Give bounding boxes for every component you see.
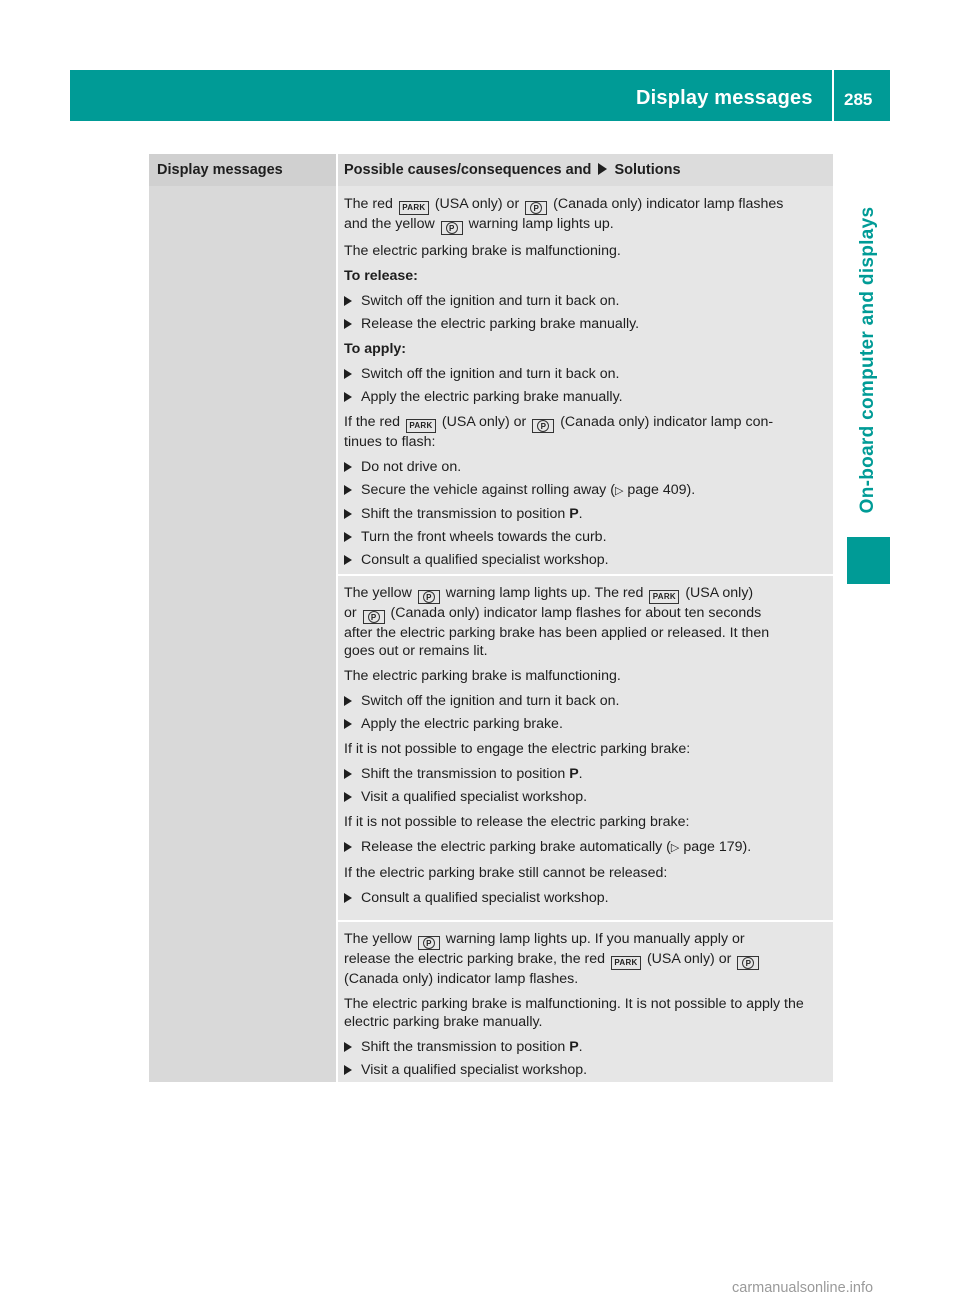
action-arrow-icon	[344, 792, 352, 802]
action-arrow-icon	[344, 485, 352, 495]
action-arrow-icon	[344, 719, 352, 729]
table-row	[344, 195, 828, 569]
parking-brake-indicator-icon: P	[532, 419, 554, 433]
section-marker	[847, 537, 890, 584]
list-item: Shift the transmission to position P.	[344, 505, 828, 523]
column-header-causes	[344, 162, 681, 178]
list-item: Visit a qualified specialist workshop.	[344, 788, 828, 806]
list-item: Switch off the ignition and turn it back on.	[344, 292, 828, 310]
parking-brake-indicator-icon: P	[737, 956, 759, 970]
column-header-solutions-text: Solutions	[614, 162, 681, 178]
page-reference-icon	[615, 485, 623, 497]
action-arrow-icon	[344, 392, 352, 402]
text: or	[344, 605, 357, 621]
list-item: Switch off the ignition and turn it back on.	[344, 692, 828, 710]
paragraph: If the electric parking brake still cannot be released:	[344, 865, 668, 881]
action-arrow-icon	[344, 893, 352, 903]
parking-brake-indicator-icon: P	[418, 590, 440, 604]
parking-brake-indicator-icon: P	[525, 201, 547, 215]
park-indicator-icon: PARK	[406, 419, 436, 433]
subheading-release: To release:	[344, 268, 418, 284]
list-item: Shift the transmission to position P.	[344, 1038, 828, 1056]
list-item: Release the electric parking brake automatically (▷ page 179).	[344, 838, 828, 857]
action-arrow-icon	[598, 163, 607, 175]
list-item: Secure the vehicle against rolling away (▷ page 409).	[344, 481, 828, 500]
text: (USA only)	[685, 585, 754, 601]
action-arrow-icon	[344, 769, 352, 779]
text: (Canada only) indicator lamp flashes for about ten seconds	[390, 605, 762, 621]
text: (USA only) or	[434, 196, 520, 212]
list-item: Consult a qualified specialist workshop.	[344, 889, 828, 907]
action-arrow-icon	[344, 369, 352, 379]
list-item: Turn the front wheels towards the curb.	[344, 528, 828, 546]
page-reference-link[interactable]: page 179).	[683, 839, 752, 855]
watermark: carmanualsonline.info	[732, 1280, 874, 1296]
action-arrow-icon	[344, 1042, 352, 1052]
text: The yellow	[344, 585, 412, 601]
text: (USA only) or	[441, 414, 527, 430]
page-number: 285	[844, 90, 873, 109]
table-row	[344, 930, 828, 1079]
text: warning lamp lights up. The red	[445, 585, 644, 601]
parking-brake-indicator-icon: P	[441, 221, 463, 235]
action-arrow-icon	[344, 509, 352, 519]
paragraph: The electric parking brake is malfunctioning.	[344, 243, 621, 259]
section-label: On-board computer and displays	[857, 206, 878, 514]
text: tinues to flash:	[344, 434, 436, 450]
action-arrow-icon	[344, 462, 352, 472]
table-column-messages	[149, 154, 336, 1082]
list-item: Consult a qualified specialist workshop.	[344, 551, 828, 569]
action-arrow-icon	[344, 842, 352, 852]
table-row	[344, 584, 828, 907]
text: goes out or remains lit.	[344, 643, 488, 659]
text: and the yellow	[344, 216, 435, 232]
text: release the electric parking brake, the red	[344, 951, 606, 967]
park-indicator-icon: PARK	[399, 201, 429, 215]
action-arrow-icon	[344, 532, 352, 542]
text: after the electric parking brake has been applied or released. It then	[344, 625, 770, 641]
text: warning lamp lights up. If you manually apply or	[445, 931, 745, 947]
row-divider	[338, 574, 833, 576]
action-arrow-icon	[344, 555, 352, 565]
parking-brake-indicator-icon: P	[363, 610, 385, 624]
text: (USA only) or	[646, 951, 732, 967]
action-arrow-icon	[344, 319, 352, 329]
page-reference-link[interactable]: page 409).	[627, 482, 696, 498]
list-item: Apply the electric parking brake manually.	[344, 388, 828, 406]
action-arrow-icon	[344, 296, 352, 306]
action-arrow-icon	[344, 1065, 352, 1075]
text: (Canada only) indicator lamp con-	[560, 414, 774, 430]
column-header-display-messages: Display messages	[157, 162, 283, 178]
parking-brake-indicator-icon: P	[418, 936, 440, 950]
list-item: Switch off the ignition and turn it back on.	[344, 365, 828, 383]
page-title: Display messages	[636, 87, 813, 109]
column-header-causes-text: Possible causes/consequences and	[344, 162, 592, 178]
park-indicator-icon: PARK	[649, 590, 679, 604]
paragraph: If it is not possible to engage the electric parking brake:	[344, 741, 691, 757]
subheading-apply: To apply:	[344, 341, 407, 357]
park-indicator-icon: PARK	[611, 956, 641, 970]
list-item: Shift the transmission to position P.	[344, 765, 828, 783]
text: The yellow	[344, 931, 412, 947]
text: (Canada only) indicator lamp flashes.	[344, 971, 579, 987]
action-arrow-icon	[344, 696, 352, 706]
list-item: Do not drive on.	[344, 458, 828, 476]
row-divider	[338, 920, 833, 922]
text: warning lamp lights up.	[468, 216, 614, 232]
page-reference-icon	[671, 842, 679, 854]
text: The red	[344, 196, 393, 212]
list-item: Visit a qualified specialist workshop.	[344, 1061, 828, 1079]
header-divider	[832, 70, 834, 121]
paragraph: If it is not possible to release the electric parking brake:	[344, 814, 690, 830]
text: (Canada only) indicator lamp flashes	[553, 196, 784, 212]
paragraph: The electric parking brake is malfunctioning. It is not possible to apply the electric parking brake manually.	[344, 996, 804, 1030]
list-item: Release the electric parking brake manually.	[344, 315, 828, 333]
list-item: Apply the electric parking brake.	[344, 715, 828, 733]
paragraph: The electric parking brake is malfunctioning.	[344, 668, 621, 684]
text: If the red	[344, 414, 400, 430]
